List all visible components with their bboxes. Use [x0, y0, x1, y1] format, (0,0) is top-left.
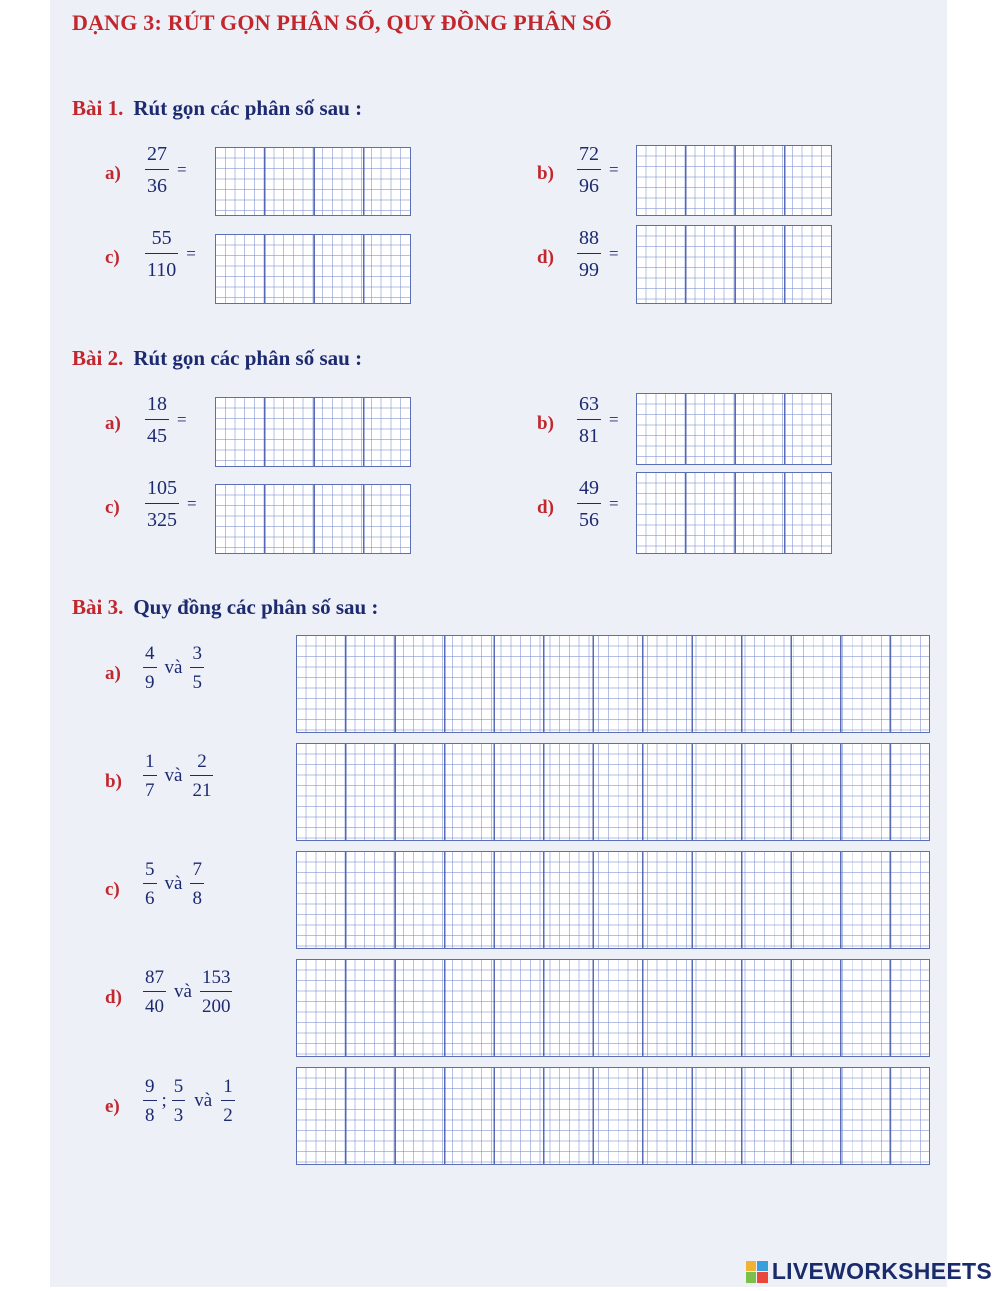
section-1-heading: [72, 96, 362, 121]
section-3-instruction: Quy đồng các phân số sau :: [133, 595, 379, 619]
liveworksheets-logo-icon: [746, 1261, 768, 1283]
s3-item-d-answer-grid[interactable]: [296, 959, 930, 1057]
s1-item-a-letter: a): [105, 163, 121, 184]
s2-item-a-letter: a): [105, 413, 121, 434]
s2-item-b-answer-grid[interactable]: [636, 393, 832, 465]
s2-item-c-fraction: $\frac{105}{325}$ =: [147, 477, 197, 531]
s3-item-b-fractions: $\frac{1}{7}$ và $\frac{2}{21}$: [145, 751, 212, 801]
s1-item-b-fraction: $\frac{72}{96}$ =: [579, 143, 619, 197]
s3-item-e-letter: e): [105, 1096, 120, 1117]
s3-item-c-letter: c): [105, 879, 120, 900]
s2-item-a-fraction: $\frac{18}{45}$ =: [147, 393, 187, 447]
section-2-number: Bài 2.: [72, 346, 124, 370]
s3-item-b-answer-grid[interactable]: [296, 743, 930, 841]
liveworksheets-logo-text: LIVEWORKSHEETS: [771, 1258, 992, 1284]
s1-item-d-answer-grid[interactable]: [636, 225, 832, 304]
page-title: DẠNG 3: RÚT GỌN PHÂN SỐ, QUY ĐỒNG PHÂN SỐ: [72, 10, 612, 35]
s2-item-d-letter: d): [537, 497, 554, 518]
s1-item-c-letter: c): [105, 247, 120, 268]
s3-item-c-answer-grid[interactable]: [296, 851, 930, 949]
section-3-number: Bài 3.: [72, 595, 124, 619]
s3-item-e-fractions: $\frac{9}{8}$ ; $\frac{5}{3}$ và $\frac{1}{2}$: [145, 1076, 233, 1126]
s2-item-b-fraction: $\frac{63}{81}$ =: [579, 393, 619, 447]
s3-item-a-fractions: $\frac{4}{9}$ và $\frac{3}{5}$: [145, 643, 202, 693]
s2-item-c-answer-grid[interactable]: [215, 484, 411, 554]
s1-item-a-answer-grid[interactable]: [215, 147, 411, 216]
section-2-instruction: Rút gọn các phân số sau :: [133, 346, 363, 370]
section-1-instruction: Rút gọn các phân số sau :: [133, 96, 363, 120]
s2-item-c-letter: c): [105, 497, 120, 518]
s1-item-c-fraction: $\frac{55}{110}$ =: [147, 227, 196, 281]
liveworksheets-logo[interactable]: [746, 1258, 992, 1285]
section-3-heading: [72, 595, 378, 620]
s3-item-d-fractions: $\frac{87}{40}$ và $\frac{153}{200}$: [145, 967, 231, 1017]
s3-item-e-answer-grid[interactable]: [296, 1067, 930, 1165]
s3-item-a-answer-grid[interactable]: [296, 635, 930, 733]
section-2-heading: [72, 346, 362, 371]
s3-item-d-letter: d): [105, 987, 122, 1008]
s1-item-d-letter: d): [537, 247, 554, 268]
s2-item-d-fraction: $\frac{49}{56}$ =: [579, 477, 619, 531]
s1-item-b-answer-grid[interactable]: [636, 145, 832, 216]
s2-item-a-answer-grid[interactable]: [215, 397, 411, 467]
s1-item-a-fraction: $\frac{27}{36}$ =: [147, 143, 187, 197]
s1-item-b-letter: b): [537, 163, 554, 184]
section-1-number: Bài 1.: [72, 96, 124, 120]
s3-item-c-fractions: $\frac{5}{6}$ và $\frac{7}{8}$: [145, 859, 202, 909]
s3-item-a-letter: a): [105, 663, 121, 684]
s2-item-d-answer-grid[interactable]: [636, 472, 832, 554]
s1-item-c-answer-grid[interactable]: [215, 234, 411, 304]
s2-item-b-letter: b): [537, 413, 554, 434]
s3-item-b-letter: b): [105, 771, 122, 792]
s1-item-d-fraction: $\frac{88}{99}$ =: [579, 227, 619, 281]
